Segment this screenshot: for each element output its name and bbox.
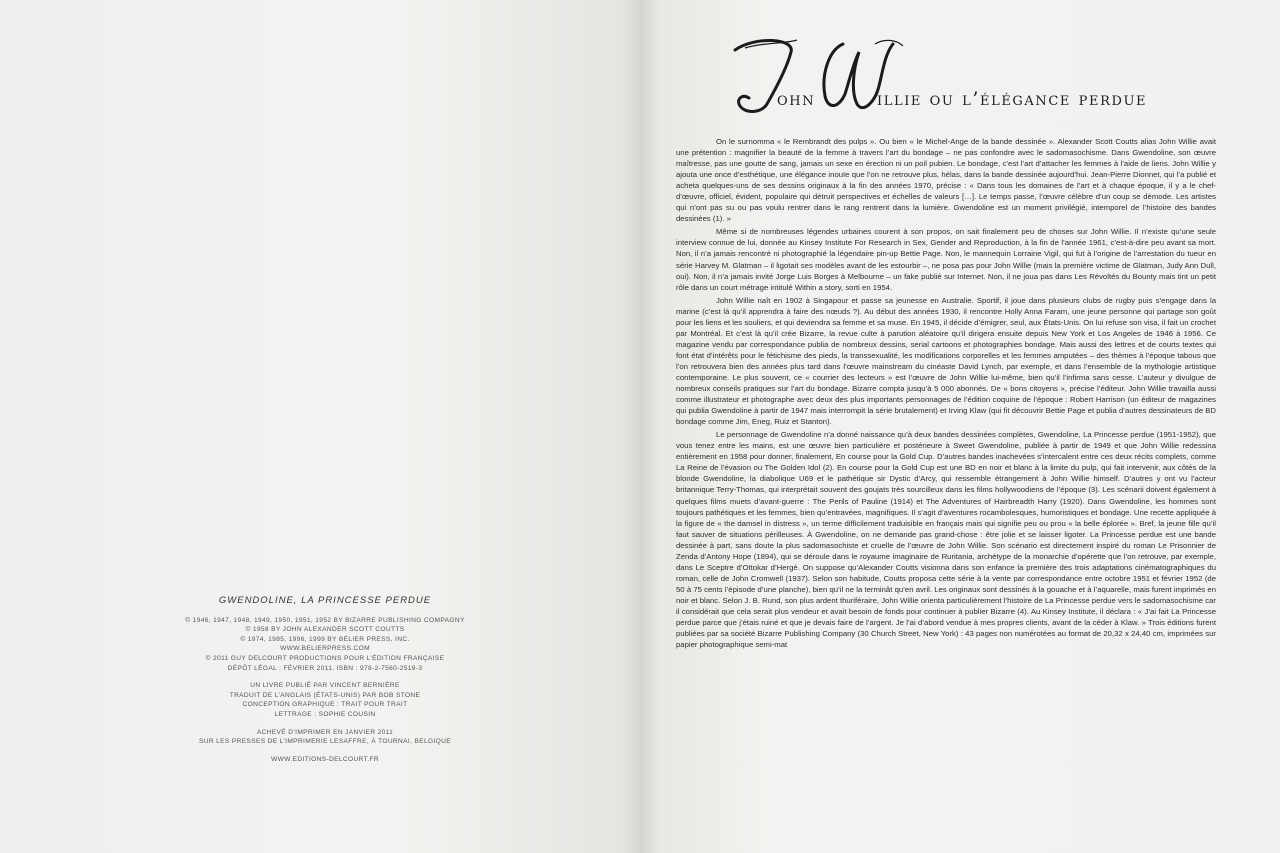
- article-paragraph: On le surnomma « le Rembrandt des pulps ». Ou bien « le Michel-Ange de la bande dessinée ». Alexander Scott Coutts alias John Willie avait une prétention : magnifier la beauté de la femme à travers l’art du bondage – ne pas confondre avec le sadomasochisme. Dans Gwendoline, son œuvre maîtresse, pas une goutte de sang, jamais un sexe en érection ni un poil pubien. Le bondage, c’est l’art d’attacher les femmes à l’aide de liens. John Willie y ajouta une once d’esthétique, une élégance inouïe que l’on ne retrouve plus, hélas, dans la bande dessinée aujourd’hui. Jean-Pierre Dionnet, qui l’a publié et acheta quelques-uns de ses dessins originaux à la fin des années 1970, précise : « Dans tous les domaines de l’art et à chaque époque, il y a le chef-d’œuvre, officiel, évident, populaire qui détruit perspectives et échelles de valeurs […]. Le temps passe, l’œuvre célèbre d’un coup se démode. Les artistes qui n’ont pas su ou pas voulu rentrer dans le rang rentrent dans la lumière. Gwendoline est un moment privilégié, intemporel de l’histoire des bandes dessinées (1). »: [676, 137, 1216, 224]
- article-title: [725, 30, 1195, 116]
- article-paragraph: Même si de nombreuses légendes urbaines courent à son propos, on sait finalement peu de choses sur John Willie. Il n’existe qu’une seule interview connue de lui, donnée au Kinsey Institute For Research in Sex, Gender and Reproduction, à la fin de l’année 1961, c’est-à-dire peu avant sa mort. Non, il n’a jamais rencontré ni photographié la légendaire pin-up Bettie Page. Non, le mannequin Lorraine Vigil, qui fut à l’origine de l’arrestation du tueur en série Harvey M. Glatman – il ligotait ses modèles avant de les estourbir –, ne posa pas pour John Willie (mais la première victime de Glatman, Judy Ann Dull, oui). Non, il n’a jamais invité Jorge Luis Borges à Melbourne – un fake publié sur Internet. Non, il ne joua pas dans Les Révoltés du Bounty mais tint un petit rôle dans un court métrage intitulé Within a story, sorti en 1954.: [676, 227, 1216, 292]
- printer-line: ACHEVÉ D’IMPRIMER EN JANVIER 2011: [256, 728, 394, 736]
- publisher-website: [160, 755, 490, 765]
- copyright-line: © 1958 BY JOHN ALEXANDER SCOTT COUTTS: [245, 626, 405, 634]
- credit-line: LETTRAGE : SOPHIE COUSIN: [274, 710, 376, 718]
- copyright-line: © 2011 GUY DELCOURT PRODUCTIONS POUR L’ÉDITION FRANÇAISE: [205, 654, 445, 662]
- title-initial-j: J: [747, 91, 748, 93]
- article-paragraph: Le personnage de Gwendoline n’a donné naissance qu’à deux bandes dessinées complètes, Gwendoline, La Princesse perdue (1951-1952), que vous tenez entre les mains, est une œuvre bien particulière et postérieure à Sweet Gwendoline, publiée à partir de 1949 et que John Willie redessina entièrement en 1958 pour donner, finalement, En course pour la Gold Cup. D’autres bandes inachevées s’intercalent entre ces deux récits complets, comme La Reine de l’évasion ou The Golden Idol (2). En course pour la Gold Cup est une BD en noir et blanc à la limite du pulp, qui fait intervenir, aux côtés de la blonde Gwendoline, la diabolique U69 et le pathétique sir Dystic d’Arcy, qui ressemble étrangement à John Willie himself. D’autres y ont vu l’acteur britannique Terry-Thomas, qui interprétait souvent des goujats très sourcilleux dans les films hollywoodiens de l’époque (3). Les scénarii doivent également à quelques films muets d’avant-guerre : The Perils of Pauline (1914) et The Adventures of Hairbreadth Harry (1920). Dans Gwendoline, les hommes sont toujours pathétiques et les femmes, bien qu’entravées, magnifiques. Il s’agit d’aventures rocambolesques, humoristiques et bondage. Une recette appliquée à la figure de « the damsel in distress », un terme difficilement traduisible en français mais qui signifie peu ou prou « la belle éplorée ». Bref, la jeune fille qu’il faut sauver de situations périlleuses. À Gwendoline, on ne demande pas grand-chose : être jolie et se laisser ligoter. La Princesse perdue est une bande dessinée à part, sans doute la plus sadomasochiste et cruelle de l’œuvre de John Willie. Son scénario est directement inspiré du roman Le Prisonnier de Zenda d’Antony Hope (1894), qui se déroule dans le royaume imaginaire de Ruritania, archétype de la monarchie d’opérette que l’on retrouve, par exemple, dans Le Sceptre d’Ottokar d’Hergé. On suppose qu’Alexander Coutts visionna dans son enfance la première des trois adaptations cinématographiques du roman, celle de John Cromwell (1937). Selon son habitude, Coutts proposa cette série à la vente par correspondance entre octobre 1951 et février 1952 (de 50 à 75 cents l’épisode d’une planche), bien qu’il ne la terminât qu’en avril. Les originaux sont dessinés à la gouache et à l’aquarelle, mais furent imprimés en noir et blanc. Selon J. B. Rund, son plus ardent thuriféraire, John Willie orienta particulièrement l’histoire de La Princesse perdue vers le sadomasochisme car il considérait que cela serait plus vendeur et avait besoin de fonds pour continuer à publier Bizarre (4). Au Kinsey Institute, il déclara : « J’ai fait La Princesse perdue parce que j’étais ruiné et que je devais faire de l’argent. Je l’ai d’abord vendue à mes propres clients, avant de la céder à Klaw. » Trois éditions furent publiées par sa société Bizarre Publishing Company (30 Church Street, New York) : 43 pages non numérotées au format de 20,32 x 24,40 cm, imprimées sur papier photographique semi-mat: [676, 430, 1216, 650]
- copyright-line: WWW.BELIERPRESS.COM: [280, 645, 370, 653]
- credit-line: UN LIVRE PUBLIÉ PAR VINCENT BERNIÈRE: [250, 682, 400, 690]
- credit-line: TRADUIT DE L’ANGLAIS (ÉTATS-UNIS) PAR BOB STONE: [229, 691, 421, 699]
- printer-block: [160, 728, 490, 747]
- copyright-line: © 1946, 1947, 1948, 1949, 1950, 1951, 1952 BY BIZARRE PUBLISHING COMPAGNY: [185, 616, 465, 624]
- article-paragraph: John Willie naît en 1902 à Singapour et passe sa jeunesse en Australie. Sportif, il joue dans plusieurs clubs de rugby puis s’engage dans la marine (c’est là qu’il apprendra à faire des nœuds ?). Au début des années 1930, il rencontre Holly Anna Faram, une jeune personne qui partage son goût pour les liens et les souliers, et qui deviendra sa femme et sa muse. En 1945, il décide d’émigrer, seul, aux États-Unis. On lui refuse son visa, il fait un crochet par Montréal. Et c’est là qu’il crée Bizarre, la revue culte à parution aléatoire qu’il dirigera ensuite depuis New York et Los Angeles de 1946 à 1956. Ce magazine vendu par correspondance publia de nombreux dessins, serial cartoons et photographies bondage. Mais aussi des lettres et de courts textes qui font état d’intérêts pour le fétichisme des pieds, la transsexualité, les modifications corporelles et les femmes amputées – des thèmes à l’époque tabous que l’on retrouvera bien des années plus tard dans l’œuvre mainstream du cinéaste David Lynch, par exemple, et dans l’ensemble de la mythologie artistique contemporaine. Le plus souvent, ce « courrier des lecteurs » est l’œuvre de John Willie lui-même, bien qu’il l’infirma sans cesse. L’auteur y divulgue de nombreux conseils pratiques sur l’art du bondage. Bizarre compta jusqu’à 5 000 abonnés. De « bons citoyens », précise l’éditeur. John Willie travailla aussi comme illustrateur et photographe avec deux des plus importants personnages de l’édition coquine de l’époque : Robert Harrison (un éditeur de magazines qui publia Gwendoline à partir de 1947 mais interrompit la série brutalement) et Irving Klaw (qui fit découvrir Bettie Page et publia d’autres dessinateurs de BD bondage comme Jim, Eneg, Ruiz et Stanton).: [676, 295, 1216, 427]
- copyright-line: DÉPÔT LÉGAL : FÉVRIER 2011. ISBN : 978-2-7560-2519-3: [227, 664, 423, 672]
- article-body: [676, 136, 1216, 650]
- colophon: [160, 596, 490, 772]
- title-initial-w: W: [855, 91, 858, 93]
- title-part-rest: illie ou l’élégance perdue: [877, 88, 1148, 110]
- title-part-ohn: ohn: [777, 88, 816, 110]
- copyright-line: © 1974, 1985, 1996, 1999 BY BÉLIER PRESS, INC.: [240, 635, 410, 643]
- website-line: WWW.EDITIONS-DELCOURT.FR: [271, 755, 379, 763]
- credit-line: CONCEPTION GRAPHIQUE : TRAIT POUR TRAIT: [242, 701, 408, 709]
- credits-block: [160, 681, 490, 719]
- printer-line: SUR LES PRESSES DE L’IMPRIMERIE LESAFFRE, À TOURNAI, BELGIQUE: [199, 738, 451, 746]
- copyright-block: [160, 616, 490, 674]
- colophon-book-title: GWENDOLINE, LA PRINCESSE PERDUE: [218, 595, 432, 606]
